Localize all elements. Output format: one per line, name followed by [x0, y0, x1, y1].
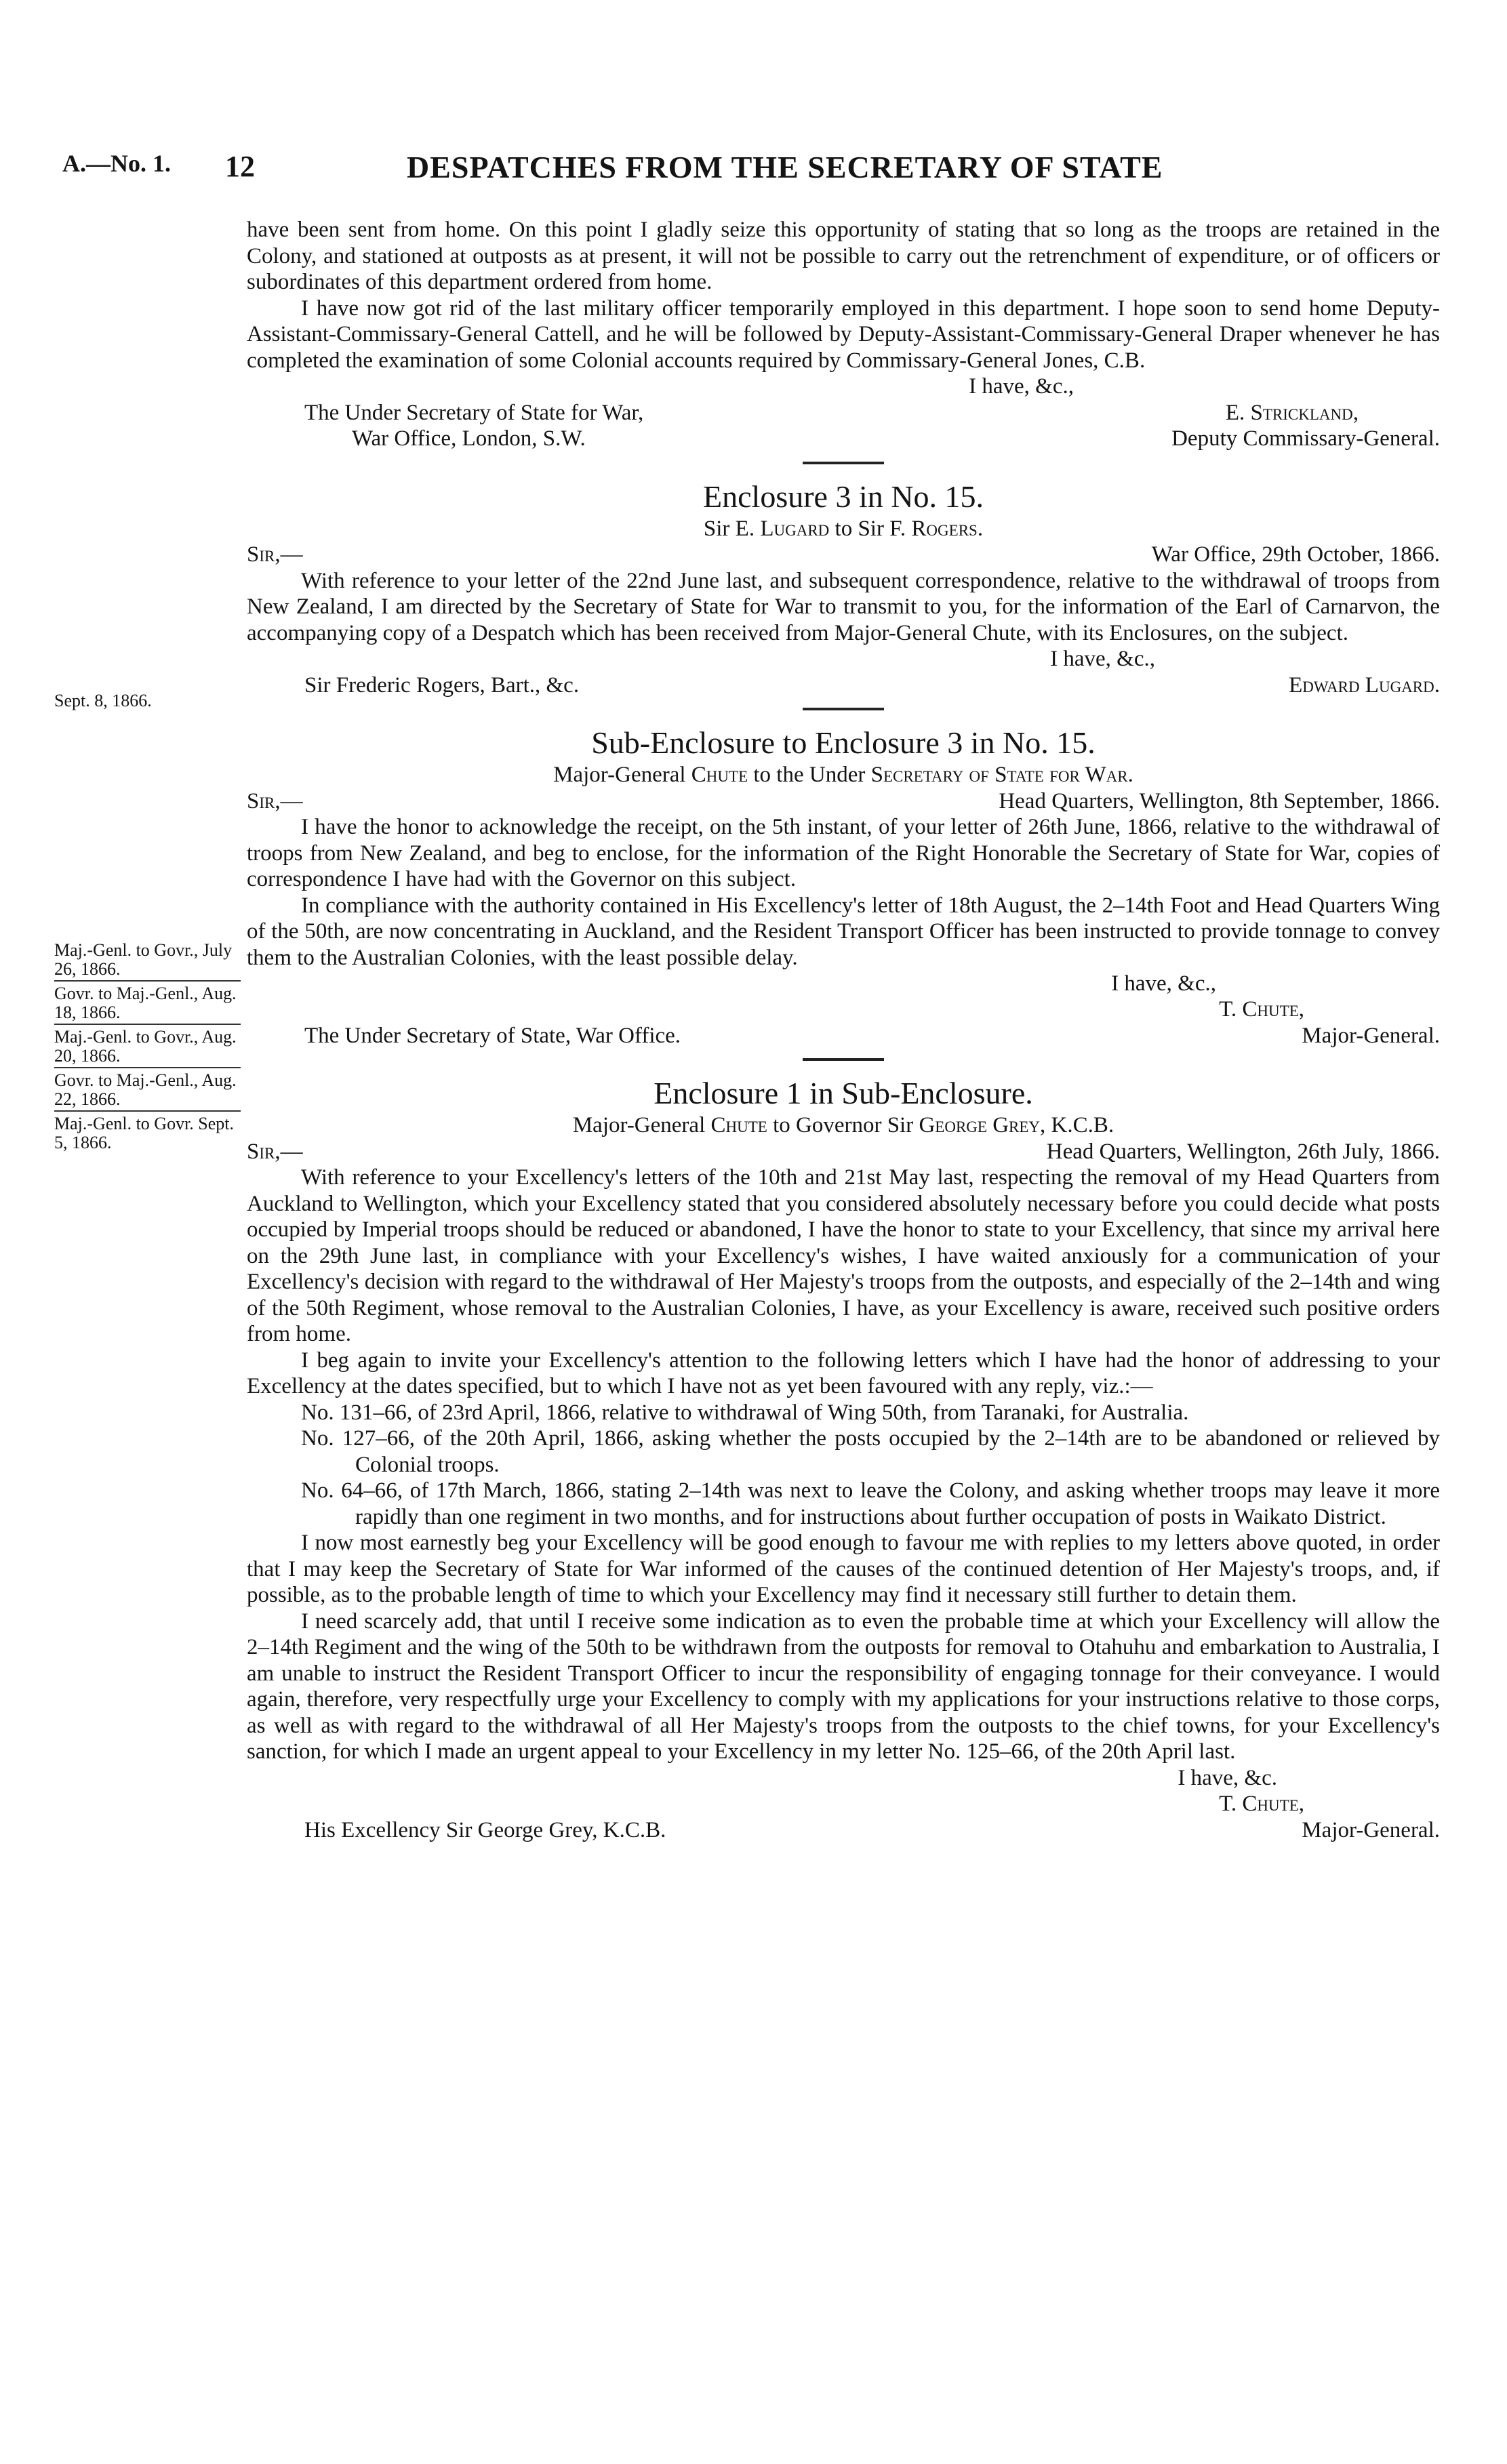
addressee: His Excellency Sir George Grey, K.C.B. — [304, 1817, 666, 1842]
subtitle-to: George Grey, — [919, 1113, 1046, 1137]
signer-title: Major-General. — [1302, 1817, 1440, 1842]
enclosure-1-title: Enclosure 1 in Sub-Enclosure. — [654, 1076, 1033, 1110]
place-date: Head Quarters, Wellington, 26th July, 1866. — [1046, 1139, 1440, 1164]
closing-line: I have, &c., — [969, 374, 1074, 399]
main-text-column — [247, 217, 1440, 1843]
addressee: Sir Frederic Rogers, Bart., &c. — [304, 672, 580, 698]
subenclosure-paragraph-1: I have the honor to acknowledge the receipt, on the 5th instant, of your letter of 26th June, 1866, relative to the withdrawal of troops from New Zealand, and beg to enclose, for the information of the Right Honorable the Secretary of State for War, copies of correspondence I have had with the Governor on this subject. — [247, 815, 1440, 891]
signer-title: Deputy Commissary-General. — [1171, 426, 1440, 451]
signature-block — [247, 971, 1440, 1049]
place-date: War Office, 29th October, 1866. — [1151, 542, 1440, 567]
section-divider — [803, 708, 884, 710]
margin-note-2: Govr. to Maj.-Genl., Aug. 18, 1866. — [54, 984, 237, 1022]
closing-line: I have, &c., — [1111, 971, 1216, 996]
subtitle-from: Chute — [710, 1113, 767, 1137]
signer: Edward Lugard. — [1289, 672, 1440, 698]
document-reference: A.—No. 1. — [62, 150, 171, 177]
margin-note-4: Govr. to Maj.-Genl., Aug. 22, 1866. — [54, 1070, 237, 1109]
subtitle-mid: to Sir F. — [835, 516, 906, 541]
continuation-paragraph-2: I have now got rid of the last military officer temporarily employed in this department. I hope soon to send home Deputy-Assistant-Commissary-General Cattell, and he will be followed by Deputy-Assistant-Commissary-General Draper whenever he has completed the examination of some Colonial accounts required by Commissary-General Jones, C.B. — [247, 296, 1440, 373]
salutation-line — [247, 788, 1440, 815]
margin-note-1: Maj.-Genl. to Govr., July 26, 1866. — [54, 940, 233, 979]
subenclosure-title: Sub-Enclosure to Enclosure 3 in No. 15. — [591, 725, 1096, 760]
closing-line: I have, &c., — [1050, 647, 1155, 671]
salutation: Sir,— — [247, 1139, 303, 1164]
signer-name: E. Strickland, — [1225, 400, 1359, 425]
margin-note-3: Maj.-Genl. to Govr., Aug. 20, 1866. — [54, 1027, 237, 1066]
section-divider — [803, 1058, 884, 1061]
margin-divider — [54, 1024, 241, 1025]
enclosure-1-paragraph-4: I need scarcely add, that until I receive some indication as to even the probable time at which your Excellency will allow the 2–14th Regiment and the wing of the 50th to be withdrawn from the outposts for removal to Otahuhu and embarkation to Australia, I am unable to instruct the Resident Transport Officer to incur the responsibility of engaging tonnage for their conveyance. I would again, therefore, very respectfully urge your Excellency to comply with my applications for your instructions relative to those corps, as well as with regard to the withdrawal of all Her Majesty's troops from the outposts to the chief towns, for your Excellency's sanction, for which I made an urgent appeal to your Excellency in my letter No. 125–66, of the 20th April last. — [247, 1609, 1440, 1764]
section-divider — [803, 462, 884, 464]
subtitle-from: Lugard — [760, 516, 830, 541]
margin-note-sept: Sept. 8, 1866. — [54, 691, 152, 710]
enclosure-3-body: With reference to your letter of the 22nd June last, and subsequent correspondence, relative to the withdrawal of troops from New Zealand, I am directed by the Secretary of State for War to transmit to you, for the information of the Earl of Carnarvon, the accompanying copy of a Despatch which has been received from Major-General Chute, with its Enclosures, on the subject. — [247, 568, 1440, 645]
list-item: No. 127–66, of the 20th April, 1866, asking whether the posts occupied by the 2–14th are to be abandoned or relieved by Colonial troops. — [301, 1426, 1440, 1477]
subenclosure-paragraph-2: In compliance with the authority contained in His Excellency's letter of 18th August, the 2–14th Foot and Head Quarters Wing of the 50th, are now concentrating in Auckland, and the Resident Transport Officer has been instructed to provide tonnage to convey them to the Australian Colonies, with the least possible delay. — [247, 893, 1440, 970]
enclosure-1-paragraph-2: I beg again to invite your Excellency's attention to the following letters which I have had the honor of addressing to your Excellency at the dates specified, but to which I have not as yet been favoured with any reply, viz.:— — [247, 1348, 1440, 1398]
subtitle-mid: to the Under — [753, 763, 866, 787]
subtitle-prefix: Sir E. — [703, 516, 755, 541]
enclosure-3-subtitle — [247, 516, 1440, 542]
place-date: Head Quarters, Wellington, 8th September, 1866. — [999, 788, 1440, 813]
list-item: No. 131–66, of 23rd April, 1866, relative to withdrawal of Wing 50th, from Taranaki, for Australia. — [301, 1400, 1189, 1425]
subtitle-from: Chute — [691, 763, 748, 787]
list-item: No. 64–66, of 17th March, 1866, stating 2–14th was next to leave the Colony, and asking whether troops may leave it more rapidly than one regiment in two months, and for instructions about further occupation of posts in Waikato District. — [301, 1478, 1440, 1529]
margin-divider — [54, 1110, 241, 1112]
signer-name: T. Chute, — [1219, 997, 1304, 1022]
margin-note-date — [54, 691, 237, 710]
addressee-line-2: War Office, London, S.W. — [352, 426, 586, 451]
signature-line — [247, 672, 1440, 699]
margin-note-5: Maj.-Genl. to Govr. Sept. 5, 1866. — [54, 1114, 235, 1152]
running-title: DESPATCHES FROM THE SECRETARY OF STATE — [407, 150, 1163, 184]
margin-divider — [54, 1067, 241, 1068]
salutation-line — [247, 1139, 1440, 1165]
subenclosure-subtitle — [247, 762, 1440, 788]
enclosure-1-paragraph-3: I now most earnestly beg your Excellency will be good enough to favour me with replies to my letters above quoted, in order that I may keep the Secretary of State for War informed of the causes of the continued detention of Her Majesty's troops, and, if possible, as to the probable length of time to which your Excellency may find it necessary still further to detain them. — [247, 1531, 1440, 1607]
addressee: The Under Secretary of State, War Office. — [304, 1024, 681, 1048]
enclosure-1-subtitle — [247, 1112, 1440, 1139]
signature-block — [247, 1765, 1440, 1843]
subtitle-suffix: K.C.B. — [1051, 1113, 1114, 1137]
subtitle-prefix: Major-General — [572, 1113, 706, 1137]
enclosure-1-paragraph-1: With reference to your Excellency's letters of the 10th and 21st May last, respecting the removal of my Head Quarters from Auckland to Wellington, which your Excellency stated that you considered absolutely necessary before you could decide what posts occupied by Imperial troops should be reduced or abandoned, I have the honor to state to your Excellency, that since my arrival here on the 29th June last, in compliance with your Excellency's wishes, I have waited anxiously for a communication of your Excellency's decision with regard to the withdrawal of Her Majesty's troops from the outposts, and especially of the 2–14th and wing of the 50th Regiment, whose removal to the Australian Colonies, I have, as your Excellency is aware, received such positive orders from home. — [247, 1165, 1440, 1346]
page-number: 12 — [225, 150, 255, 183]
margin-divider — [54, 980, 241, 982]
signer-title: Major-General. — [1302, 1024, 1440, 1048]
subtitle-prefix: Major-General — [553, 763, 686, 787]
signature-block — [247, 400, 1440, 452]
salutation: Sir,— — [247, 788, 303, 813]
margin-notes-correspondence — [54, 941, 237, 1152]
closing-line: I have, &c. — [1178, 1765, 1277, 1790]
subtitle-mid: to Governor Sir — [773, 1113, 914, 1137]
subtitle-to: Secretary of State for War. — [870, 763, 1133, 787]
subtitle-to: Rogers. — [911, 516, 984, 541]
salutation: Sir,— — [247, 542, 303, 567]
continuation-paragraph-1: have been sent from home. On this point I gladly seize this opportunity of stating that so long as the troops are retained in the Colony, and stationed at outposts as at present, it will not be possible to carry out the retrenchment of expenditure, or of officers or subordinates of this department ordered from home. — [247, 218, 1440, 294]
addressee-line-1: The Under Secretary of State for War, — [304, 400, 644, 425]
enclosure-3-title: Enclosure 3 in No. 15. — [703, 479, 984, 514]
signer-name: T. Chute, — [1219, 1791, 1304, 1816]
salutation-line — [247, 542, 1440, 568]
